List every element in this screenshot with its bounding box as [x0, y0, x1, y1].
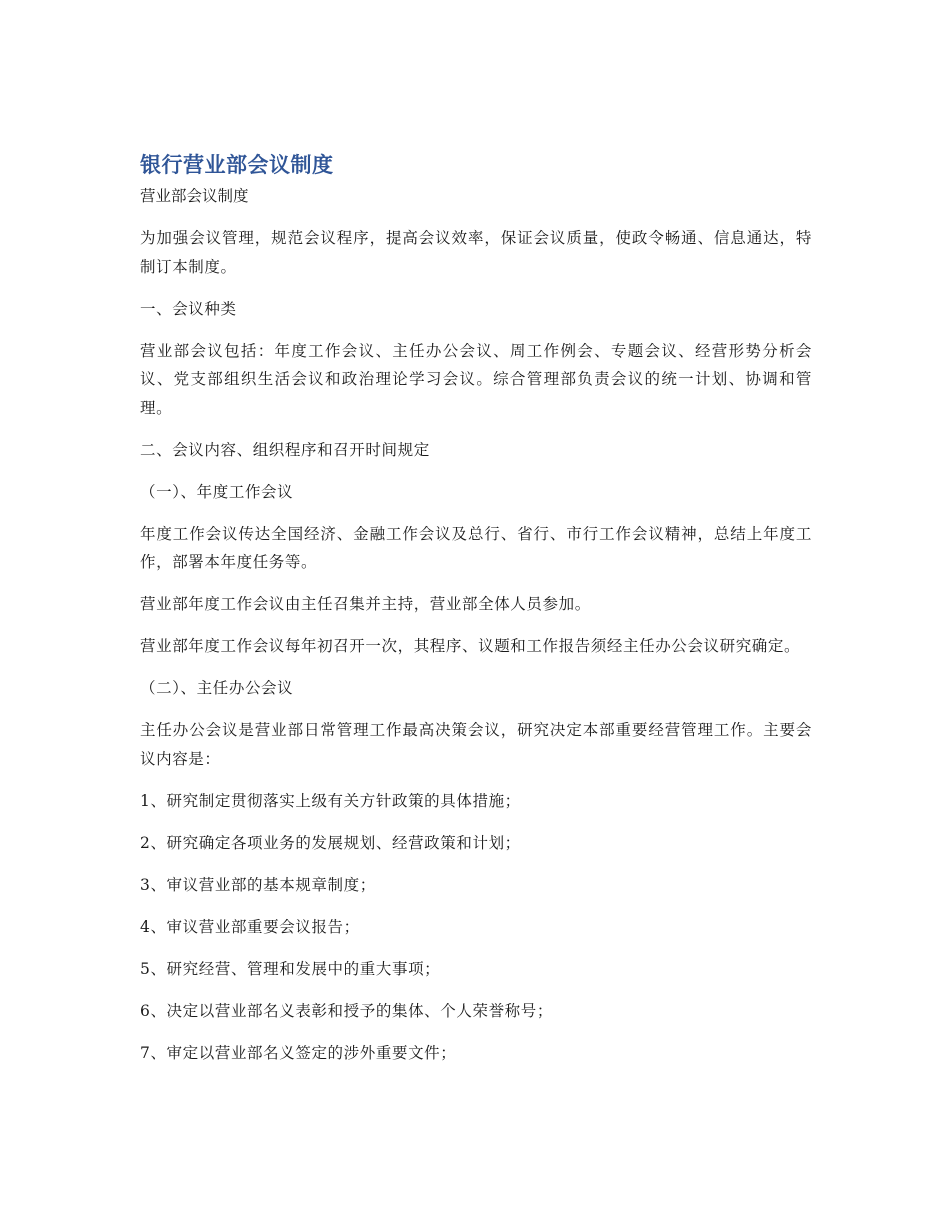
- document-subtitle: 营业部会议制度: [140, 187, 249, 205]
- annual-meeting-host-paragraph: 营业部年度工作会议由主任召集并主持，营业部全体人员参加。: [140, 595, 591, 613]
- document-page: [140, 148, 812, 1081]
- list-item: 2、研究确定各项业务的发展规划、经营政策和计划；: [140, 833, 521, 852]
- section-heading-meeting-types: 一、会议种类: [140, 299, 237, 318]
- subsection-heading-director-meeting: （二）、主任办公会议: [140, 679, 294, 697]
- meeting-types-paragraph: 营业部会议包括：年度工作会议、主任办公会议、周工作例会、专题会议、经营形势分析会议、党支部组织生活会议和政治理论学习会议。综合管理部负责会议的统一计划、协调和管理。: [140, 341, 812, 417]
- list-item: 5、研究经营、管理和发展中的重大事项；: [140, 959, 441, 978]
- document-title: 银行营业部会议制度: [140, 153, 334, 177]
- director-meeting-paragraph: 主任办公会议是营业部日常管理工作最高决策会议，研究决定本部重要经营管理工作。主要会议内容是：: [140, 721, 812, 768]
- list-item: 6、决定以营业部名义表彰和授予的集体、个人荣誉称号；: [140, 1001, 553, 1020]
- subsection-heading-annual-meeting: （一）、年度工作会议: [140, 482, 294, 501]
- list-item: 7、审定以营业部名义签定的涉外重要文件；: [140, 1043, 457, 1062]
- intro-paragraph: 为加强会议管理，规范会议程序，提高会议效率，保证会议质量，使政令畅通、信息通达，特制订本制度。: [140, 229, 812, 276]
- list-item: 4、审议营业部重要会议报告；: [140, 917, 360, 936]
- section-heading-meeting-rules: 二、会议内容、组织程序和召开时间规定: [140, 440, 430, 459]
- list-item: 3、审议营业部的基本规章制度；: [140, 875, 376, 894]
- list-item: 1、研究制定贯彻落实上级有关方针政策的具体措施；: [140, 791, 521, 810]
- annual-meeting-paragraph: 年度工作会议传达全国经济、金融工作会议及总行、省行、市行工作会议精神，总结上年度工作，部署本年度任务等。: [140, 524, 812, 571]
- annual-meeting-schedule-paragraph: 营业部年度工作会议每年初召开一次，其程序、议题和工作报告须经主任办公会议研究确定。: [140, 637, 801, 655]
